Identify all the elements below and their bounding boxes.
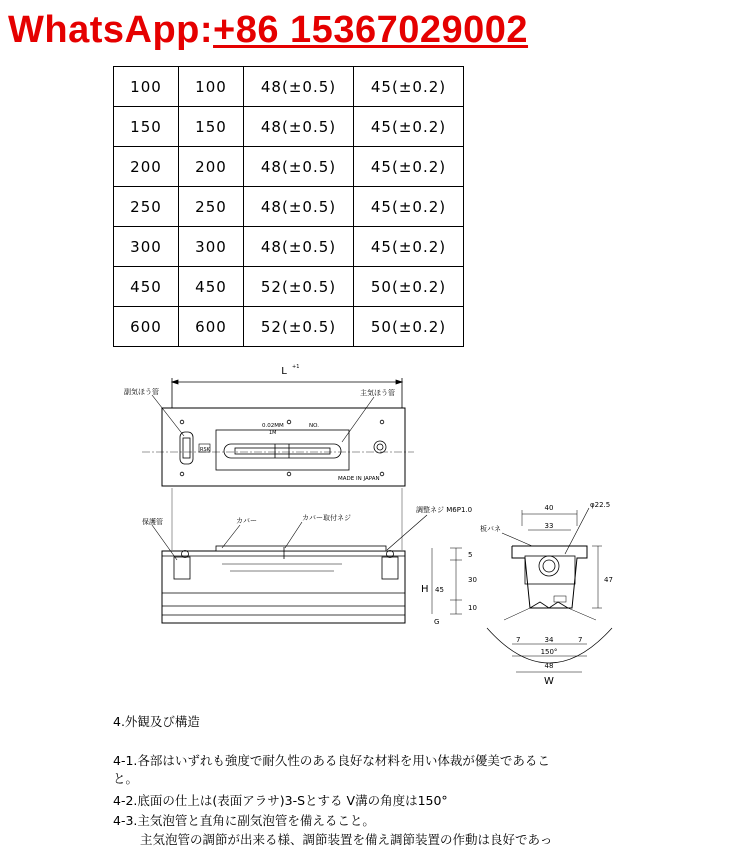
dim-40: 40 [544, 504, 554, 512]
label-sub-vial: 副気ほう管 [124, 388, 159, 396]
table-row [114, 307, 464, 347]
table-cell: 100 [179, 67, 244, 107]
dim-150: 150° [540, 648, 558, 656]
table-cell: 52(±0.5) [244, 267, 354, 307]
spec-table-body [114, 67, 464, 347]
table-cell: 100 [114, 67, 179, 107]
table-row [114, 227, 464, 267]
table-cell: 45(±0.2) [354, 227, 464, 267]
table-cell: 45(±0.2) [354, 67, 464, 107]
dim-33: 33 [544, 522, 554, 530]
mark-G: G [434, 618, 440, 626]
dim-34: 34 [544, 636, 554, 644]
label-adjust-screw: 調整ネジ M6P1.0 [416, 506, 473, 514]
table-cell: 48(±0.5) [244, 187, 354, 227]
table-cell: 50(±0.2) [354, 267, 464, 307]
table-cell: 200 [114, 147, 179, 187]
table-cell: 48(±0.5) [244, 107, 354, 147]
dim-7a: 7 [516, 636, 521, 644]
vial-scale-unit: 1M [269, 430, 277, 436]
maker-mark: RSK [200, 447, 210, 453]
table-cell: 450 [179, 267, 244, 307]
table-cell: 48(±0.5) [244, 227, 354, 267]
dim-5: 5 [468, 551, 473, 559]
dim-48: 48 [544, 662, 554, 670]
table-row [114, 107, 464, 147]
section-heading: 4.外観及び構造 [113, 714, 200, 729]
text-line-1: 4-1.各部はいずれも強度で耐久性のある良好な材料を用い体裁が優美であるこ [113, 753, 550, 768]
text-line-4: 主気泡管の調節が出来る様、調節装置を備え調節装置の作動は良好であっ [140, 832, 553, 847]
table-cell: 300 [179, 227, 244, 267]
table-cell: 250 [179, 187, 244, 227]
table-cell: 300 [114, 227, 179, 267]
serial-label: NO. [309, 423, 319, 429]
table-cell: 52(±0.5) [244, 307, 354, 347]
table-cell: 250 [114, 187, 179, 227]
table-cell: 150 [179, 107, 244, 147]
table-cell: 45(±0.2) [354, 147, 464, 187]
dim-H: H [421, 584, 429, 595]
text-line-1b: と。 [113, 771, 139, 786]
dim-47: 47 [604, 576, 613, 584]
table-cell: 600 [114, 307, 179, 347]
dim-length-tol: +1 [292, 364, 300, 370]
dim-10: 10 [468, 604, 477, 612]
table-cell: 45(±0.2) [354, 187, 464, 227]
table-cell: 150 [114, 107, 179, 147]
table-cell: 50(±0.2) [354, 307, 464, 347]
dim-45: 45 [435, 586, 444, 594]
label-cover: カバー [236, 517, 257, 525]
table-row [114, 67, 464, 107]
dim-30: 30 [468, 576, 477, 584]
technical-drawing [112, 360, 627, 700]
table-cell: 450 [114, 267, 179, 307]
watermark-number: +86 15367029002 [213, 9, 529, 51]
text-line-3: 4-3.主気泡管と直角に副気泡管を備えること。 [113, 813, 375, 828]
dim-7b: 7 [578, 636, 583, 644]
table-cell: 45(±0.2) [354, 107, 464, 147]
table-cell: 200 [179, 147, 244, 187]
label-main-vial: 主気ほう管 [360, 389, 395, 397]
vial-scale: 0.02MM [262, 423, 284, 429]
table-cell: 48(±0.5) [244, 67, 354, 107]
label-cover-screw: カバー取付ネジ [302, 514, 351, 522]
whatsapp-watermark [8, 6, 528, 54]
table-row [114, 187, 464, 227]
spec-table [113, 66, 464, 347]
made-in-text: MADE IN JAPAN [338, 476, 380, 482]
dim-length: L [281, 366, 287, 377]
table-cell: 600 [179, 307, 244, 347]
table-cell: 48(±0.5) [244, 147, 354, 187]
watermark-prefix: WhatsApp: [8, 9, 214, 51]
label-protect-tube: 保護管 [142, 518, 163, 526]
table-row [114, 147, 464, 187]
text-line-2: 4-2.底面の仕上は(表面アラサ)3-Sとする V溝の角度は150° [113, 793, 448, 808]
label-leaf-spring: 板バネ [480, 525, 501, 533]
dim-W: W [544, 676, 554, 687]
dim-phi: φ22.5 [590, 501, 611, 509]
table-row [114, 267, 464, 307]
